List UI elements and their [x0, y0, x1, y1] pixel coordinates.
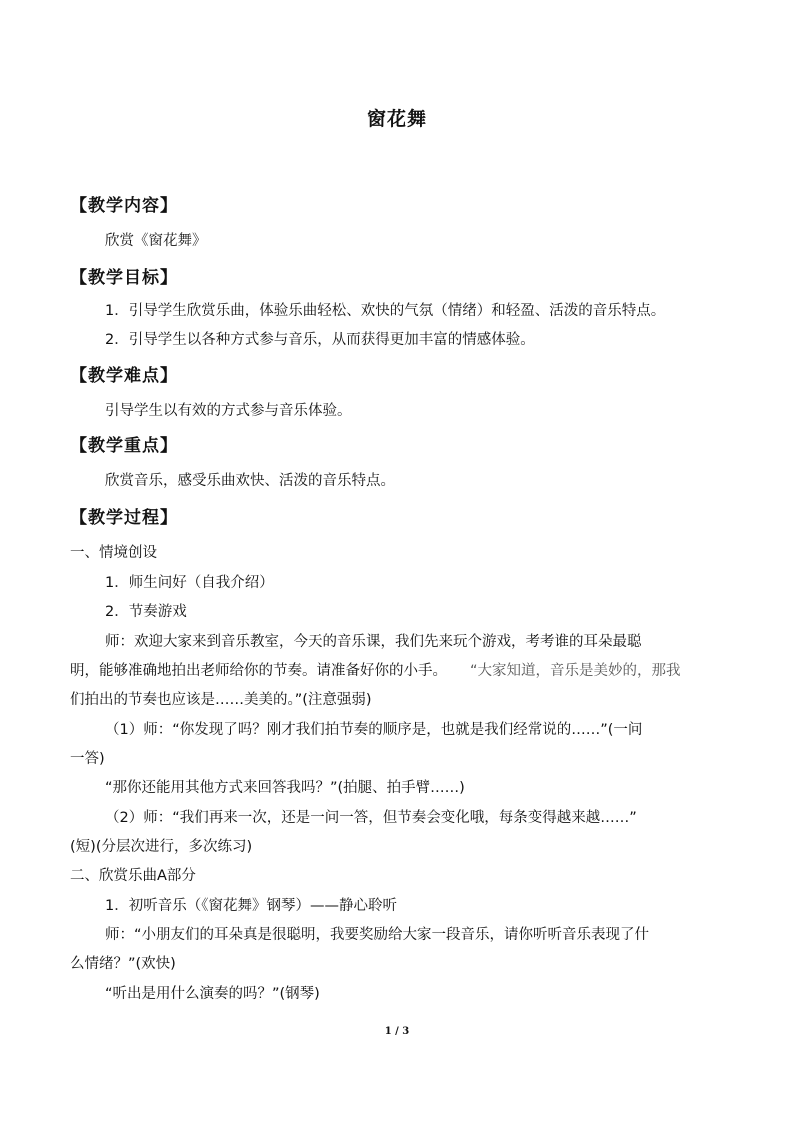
focus-line: 欣赏音乐，感受乐曲欢快、活泼的音乐特点。: [105, 473, 395, 489]
process-line: 师：欢迎大家来到音乐教室，今天的音乐课，我们先来玩个游戏，考考谁的耳朵最聪: [105, 634, 642, 650]
process-line: （2）师：“我们再来一次，还是一问一答，但节奏会变化哦，每条变得越来越……”: [105, 810, 637, 826]
process-line: 二、欣赏乐曲A部分: [70, 868, 196, 884]
section-heading-process: 【教学过程】: [70, 508, 178, 528]
process-line-quote: “大家知道，音乐是美妙的，那我: [470, 663, 681, 679]
section-heading-goals: 【教学目标】: [70, 268, 178, 288]
process-line: 明，能够准确地拍出老师给你的节奏。请准备好你的小手。: [70, 663, 447, 679]
process-line: 一答): [70, 751, 105, 767]
process-line: 一、情境创设: [70, 545, 157, 561]
page-number: 1 / 3: [384, 1026, 410, 1037]
content-line: 欣赏《窗花舞》: [105, 233, 207, 249]
process-line: “那你还能用其他方式来回答我吗？”(拍腿、拍手臂……): [105, 780, 465, 796]
process-line: 1．师生问好（自我介绍）: [105, 575, 274, 591]
document-title: 窗花舞: [366, 108, 427, 130]
process-line: 师：“小朋友们的耳朵真是很聪明，我要奖励给大家一段音乐，请你听听音乐表现了什: [105, 927, 650, 943]
process-line: 们拍出的节奏也应该是……美美的。”(注意强弱): [70, 692, 372, 708]
process-line: “听出是用什么演奏的吗？”(钢琴): [105, 986, 320, 1002]
section-heading-difficulty: 【教学难点】: [70, 366, 178, 386]
goals-line: 1．引导学生欣赏乐曲，体验乐曲轻松、欢快的气氛（情绪）和轻盈、活泼的音乐特点。: [105, 303, 666, 319]
section-heading-focus: 【教学重点】: [70, 436, 178, 456]
process-line: 么情绪？”(欢快): [70, 956, 176, 972]
process-line: 1．初听音乐（《窗花舞》钢琴）——静心聆听: [105, 898, 397, 914]
process-line: (短)(分层次进行，多次练习): [70, 839, 253, 855]
process-line: （1）师：“你发现了吗？刚才我们拍节奏的顺序是，也就是我们经常说的……”(一问: [105, 722, 643, 738]
process-line: 2．节奏游戏: [105, 604, 187, 620]
section-heading-content: 【教学内容】: [70, 196, 178, 216]
goals-line: 2．引导学生以各种方式参与音乐，从而获得更加丰富的情感体验。: [105, 332, 535, 348]
difficulty-line: 引导学生以有效的方式参与音乐体验。: [105, 403, 352, 419]
